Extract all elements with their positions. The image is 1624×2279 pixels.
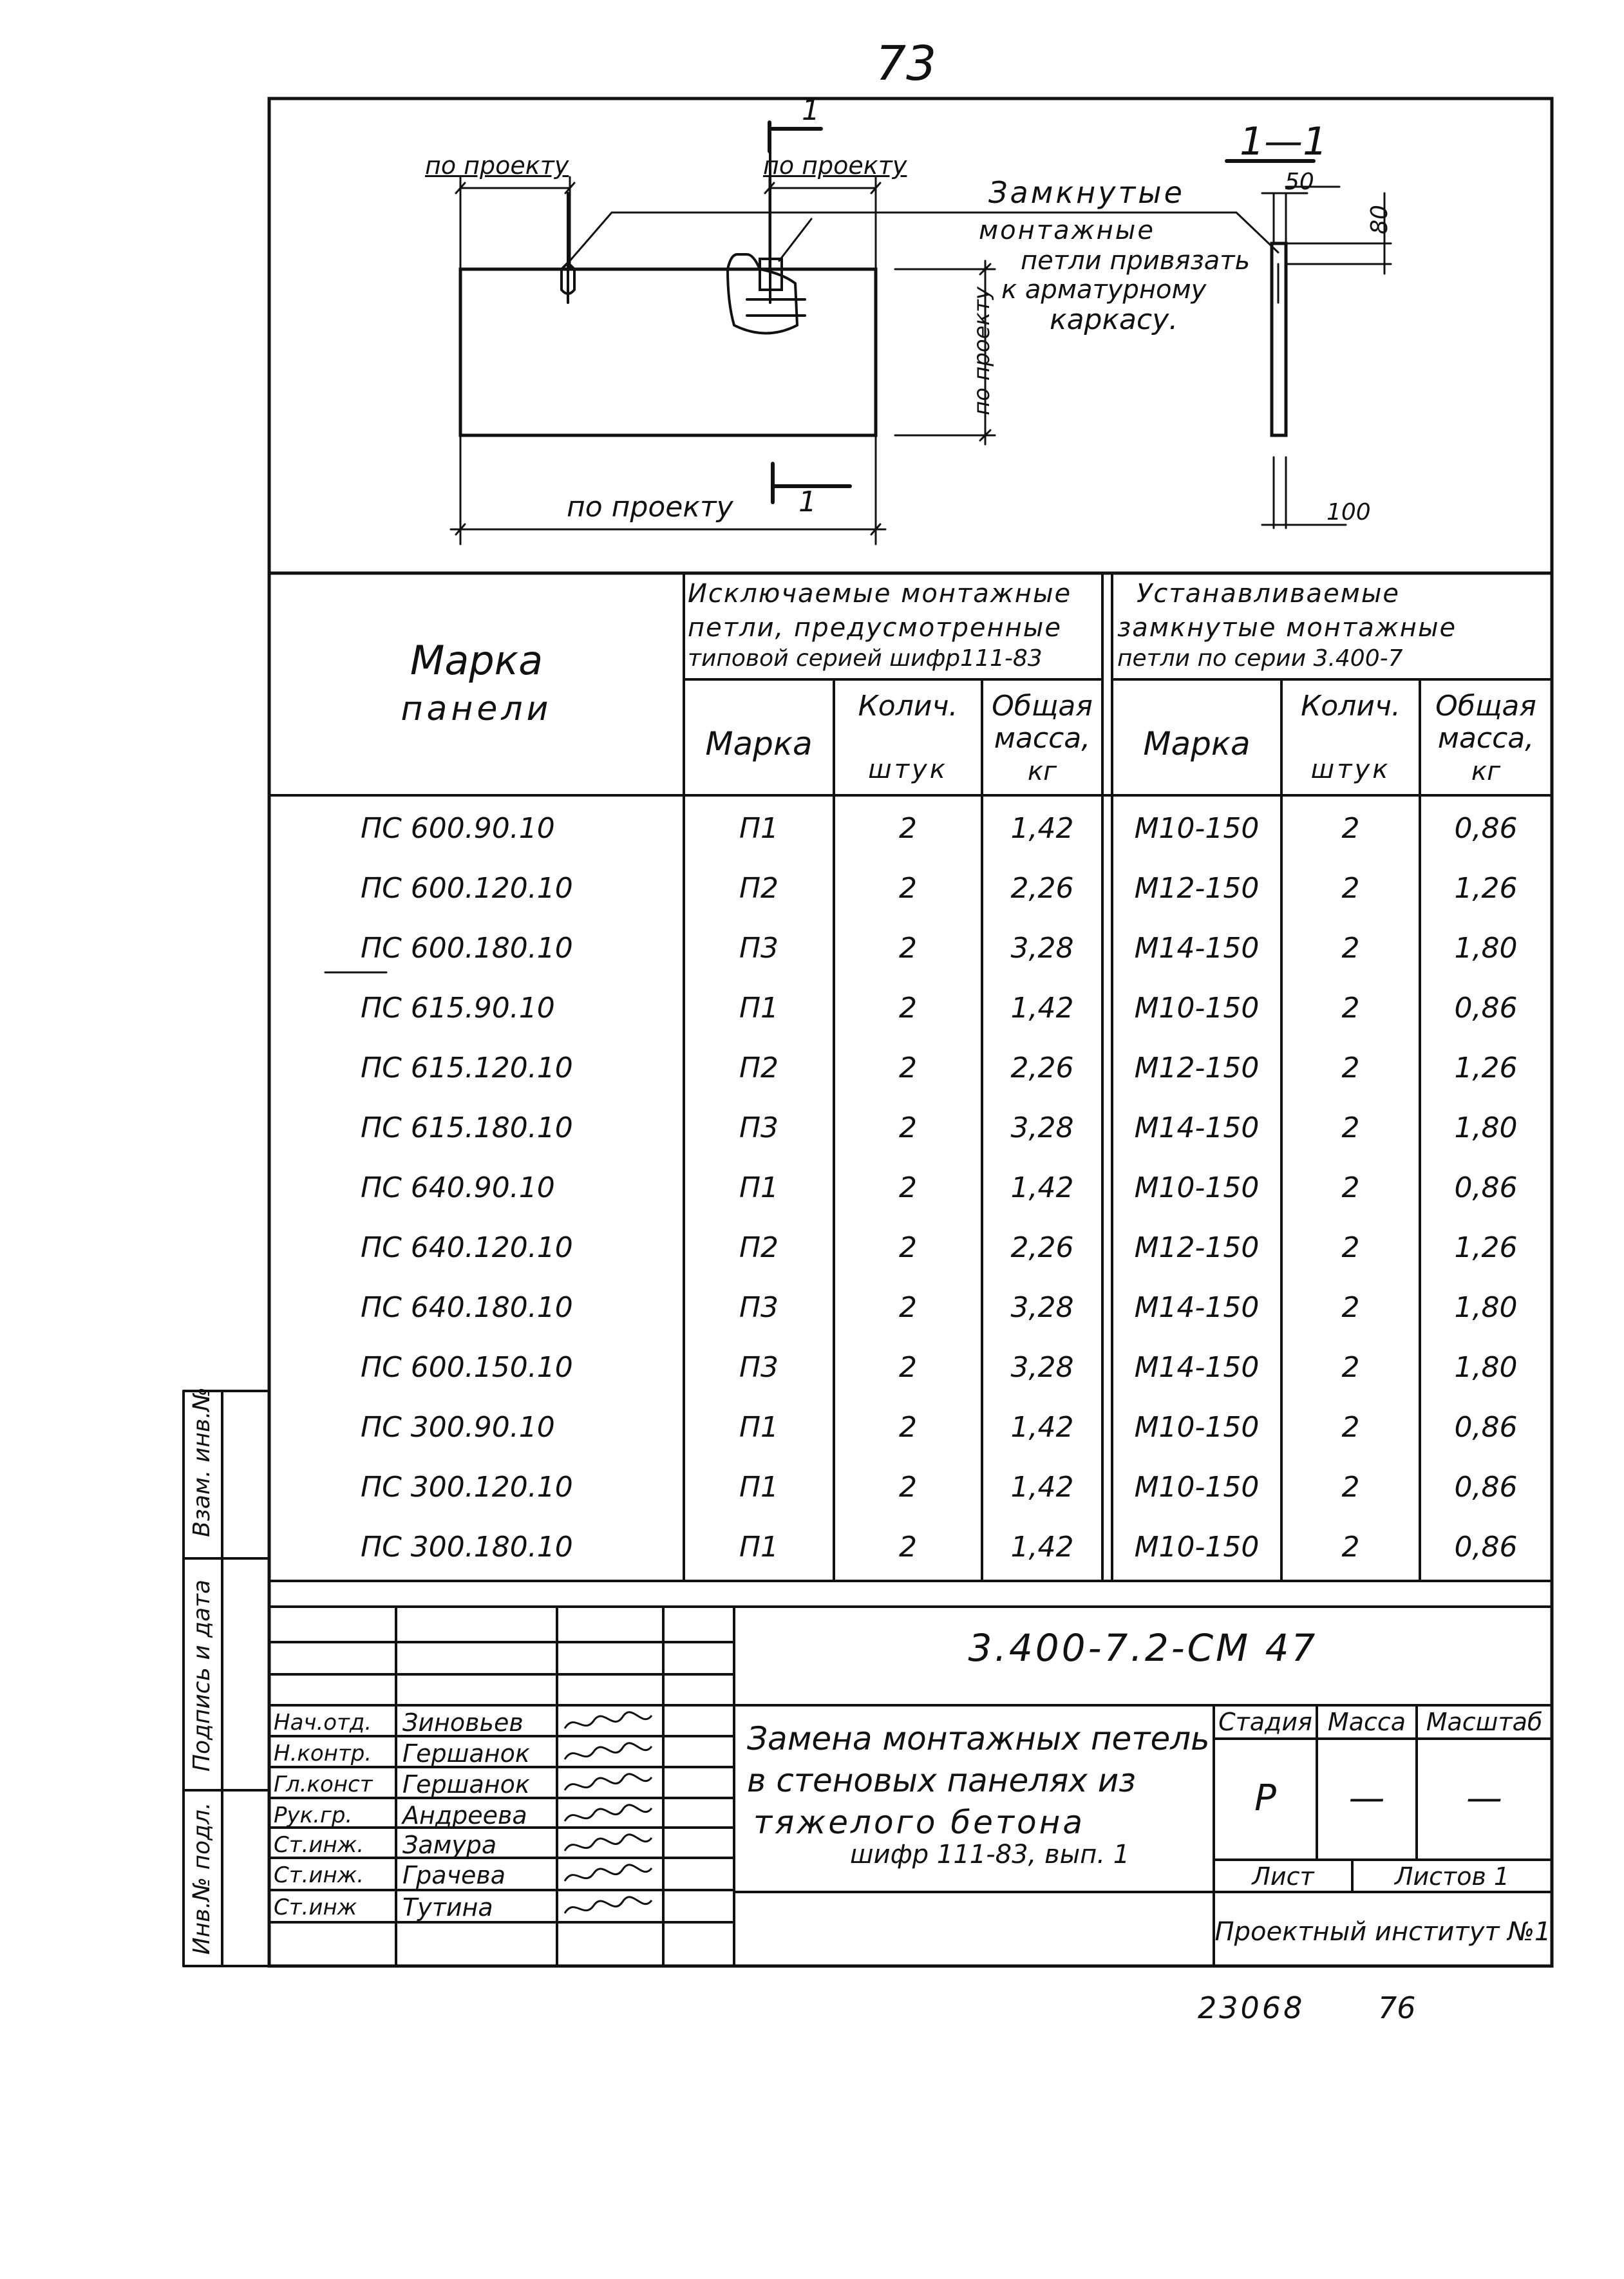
cell-ex-mark: П1 — [739, 1411, 779, 1444]
cell-in-mass: 0,86 — [1454, 1531, 1518, 1564]
bottom-page-number: 76 — [1378, 1991, 1416, 2025]
cell-in-mark: М14-150 — [1134, 1351, 1260, 1384]
page-number: 73 — [876, 36, 937, 91]
cell-in-mark: М12-150 — [1134, 1052, 1260, 1084]
cell-ex-qty: 2 — [899, 932, 917, 965]
signature-scribble — [562, 1831, 658, 1860]
cell-ex-mark: П2 — [739, 1052, 779, 1084]
cell-ex-qty: 2 — [899, 1231, 917, 1264]
cell-in-qty: 2 — [1341, 1171, 1360, 1204]
cell-panel: ПС 640.90.10 — [361, 1171, 555, 1204]
scale-label: Масштаб — [1426, 1708, 1543, 1736]
signer-name: Грачева — [402, 1861, 506, 1889]
signature-scribble — [562, 1862, 658, 1890]
signer-name: Зиновьев — [402, 1708, 524, 1737]
note-line-2: монтажные — [979, 216, 1155, 245]
header-installed-1: Устанавливаемые — [1137, 579, 1401, 609]
cell-ex-mark: П3 — [739, 1111, 779, 1144]
cell-in-qty: 2 — [1341, 1351, 1360, 1384]
panel-elevation — [460, 269, 876, 435]
cell-in-qty: 2 — [1341, 1291, 1360, 1324]
header-excluded-2: петли, предусмотренные — [688, 613, 1062, 643]
sheet-label: Лист — [1252, 1862, 1314, 1891]
dim-80: 80 — [1366, 205, 1393, 234]
cell-ex-qty: 2 — [899, 1471, 917, 1504]
bottom-inventory-number: 23068 — [1198, 1991, 1305, 2025]
mass-value: — — [1348, 1777, 1385, 1819]
dim-label-side: по проекту — [969, 287, 995, 415]
institute-name: Проектный институт №1 — [1214, 1917, 1551, 1947]
side-stamp-replaced: Взам. инв.№ — [189, 1387, 215, 1537]
section-title: 1—1 — [1240, 119, 1328, 164]
cell-ex-mass: 2,26 — [1010, 1231, 1074, 1264]
header-ex-mass-1: Общая — [992, 690, 1093, 723]
scale-value: — — [1466, 1777, 1502, 1819]
cell-in-mark: М10-150 — [1134, 1411, 1260, 1444]
signer-role: Нач.отд. — [274, 1710, 372, 1735]
header-ex-mark: Марка — [705, 725, 813, 762]
section-mark-top: 1 — [802, 94, 820, 127]
cell-panel: ПС 300.120.10 — [361, 1471, 573, 1504]
cell-in-mass: 1,80 — [1454, 932, 1518, 965]
cell-in-mass: 0,86 — [1454, 1171, 1518, 1204]
cell-panel: ПС 600.180.10 — [361, 932, 573, 965]
cell-panel: ПС 615.90.10 — [361, 992, 555, 1025]
cell-ex-qty: 2 — [899, 1052, 917, 1084]
mass-label: Масса — [1327, 1708, 1406, 1736]
header-in-mass-3: кг — [1471, 757, 1501, 786]
cell-in-qty: 2 — [1341, 1471, 1360, 1504]
signature-scribble — [562, 1802, 658, 1830]
cell-ex-mass: 1,42 — [1010, 1411, 1074, 1444]
cell-in-mark: М14-150 — [1134, 932, 1260, 965]
cell-ex-qty: 2 — [899, 1411, 917, 1444]
cell-ex-mass: 1,42 — [1010, 1471, 1074, 1504]
cell-in-mark: М14-150 — [1134, 1111, 1260, 1144]
cell-in-qty: 2 — [1341, 1411, 1360, 1444]
cell-in-qty: 2 — [1341, 1052, 1360, 1084]
cell-ex-mark: П1 — [739, 1171, 779, 1204]
section-mark-bottom: 1 — [798, 486, 817, 518]
cell-in-mark: М10-150 — [1134, 1471, 1260, 1504]
cell-in-qty: 2 — [1341, 992, 1360, 1025]
header-ex-qty-1: Колич. — [858, 690, 958, 723]
side-stamp-inventory: Инв.№ подл. — [189, 1802, 215, 1955]
header-panel-mark-2: панели — [401, 690, 552, 728]
cell-ex-mass: 1,42 — [1010, 992, 1074, 1025]
document-code: 3.400-7.2-СМ 47 — [968, 1626, 1318, 1670]
cell-ex-mass: 3,28 — [1010, 932, 1074, 965]
cell-ex-mark: П3 — [739, 1351, 779, 1384]
cell-ex-qty: 2 — [899, 812, 917, 845]
note-line-5: каркасу. — [1050, 303, 1178, 336]
dimension-lines — [451, 177, 995, 544]
cell-ex-mass: 3,28 — [1010, 1291, 1074, 1324]
sheets-count: Листов 1 — [1394, 1862, 1510, 1891]
cell-ex-mass: 1,42 — [1010, 1171, 1074, 1204]
cell-in-qty: 2 — [1341, 812, 1360, 845]
cell-ex-mark: П3 — [739, 1291, 779, 1324]
cell-ex-mark: П1 — [739, 1471, 779, 1504]
cell-in-mass: 0,86 — [1454, 812, 1518, 845]
signature-scribble — [562, 1894, 658, 1922]
cell-ex-mass: 3,28 — [1010, 1111, 1074, 1144]
stage-label: Стадия — [1218, 1708, 1312, 1736]
cell-ex-mass: 3,28 — [1010, 1351, 1074, 1384]
cell-ex-mark: П3 — [739, 932, 779, 965]
cell-ex-mass: 1,42 — [1010, 1531, 1074, 1564]
cell-ex-mark: П1 — [739, 992, 779, 1025]
cell-in-mass: 1,80 — [1454, 1291, 1518, 1324]
cell-in-qty: 2 — [1341, 1231, 1360, 1264]
cell-in-mark: М12-150 — [1134, 1231, 1260, 1264]
cell-in-mark: М12-150 — [1134, 872, 1260, 905]
stage-value: Р — [1254, 1777, 1276, 1819]
header-in-qty-1: Колич. — [1301, 690, 1401, 723]
cell-ex-qty: 2 — [899, 1351, 917, 1384]
cell-panel: ПС 600.150.10 — [361, 1351, 573, 1384]
signature-scribble — [562, 1740, 658, 1768]
header-in-mark: Марка — [1143, 725, 1251, 762]
header-ex-mass-2: масса, — [994, 722, 1091, 755]
header-panel-mark-1: Марка — [410, 637, 543, 684]
title-line-1: Замена монтажных петель — [747, 1720, 1210, 1757]
dim-50: 50 — [1285, 169, 1314, 195]
header-excluded-3: типовой серией шифр111-83 — [688, 645, 1043, 672]
cell-in-mass: 1,26 — [1454, 1231, 1518, 1264]
signature-scribble — [562, 1709, 658, 1737]
cell-ex-qty: 2 — [899, 872, 917, 905]
cell-in-mark: М10-150 — [1134, 1531, 1260, 1564]
cell-ex-mark: П2 — [739, 1231, 779, 1264]
signer-name: Гершанок — [402, 1770, 530, 1799]
note-line-4: к арматурному — [1001, 275, 1207, 305]
header-in-mass-2: масса, — [1437, 722, 1534, 755]
cell-in-mark: М10-150 — [1134, 1171, 1260, 1204]
header-in-qty-2: штук — [1310, 755, 1391, 784]
cell-panel: ПС 600.90.10 — [361, 812, 555, 845]
title-line-3: тяжелого бетона — [753, 1804, 1085, 1841]
cell-in-qty: 2 — [1341, 872, 1360, 905]
title-line-2: в стеновых панелях из — [747, 1762, 1136, 1799]
header-ex-qty-2: штук — [868, 755, 948, 784]
cell-ex-qty: 2 — [899, 1171, 917, 1204]
cell-panel: ПС 300.90.10 — [361, 1411, 555, 1444]
cell-ex-qty: 2 — [899, 1531, 917, 1564]
dim-label-top-left: по проекту — [425, 151, 569, 180]
cell-panel: ПС 600.120.10 — [361, 872, 573, 905]
cell-in-mass: 0,86 — [1454, 992, 1518, 1025]
cell-in-mass: 1,26 — [1454, 872, 1518, 905]
cell-in-qty: 2 — [1341, 1111, 1360, 1144]
cell-ex-mass: 2,26 — [1010, 1052, 1074, 1084]
cell-in-mass: 1,26 — [1454, 1052, 1518, 1084]
note-line-3: петли привязать — [1021, 246, 1251, 276]
signer-role: Гл.конст — [274, 1772, 373, 1797]
signer-role: Ст.инж. — [274, 1862, 364, 1888]
cell-ex-mass: 1,42 — [1010, 812, 1074, 845]
cell-ex-mark: П1 — [739, 1531, 779, 1564]
cell-ex-qty: 2 — [899, 992, 917, 1025]
cell-panel: ПС 640.120.10 — [361, 1231, 573, 1264]
dim-100: 100 — [1327, 499, 1371, 525]
cell-in-mass: 1,80 — [1454, 1351, 1518, 1384]
cell-ex-mark: П1 — [739, 812, 779, 845]
cell-ex-qty: 2 — [899, 1111, 917, 1144]
cell-in-mark: М10-150 — [1134, 992, 1260, 1025]
cell-panel: ПС 300.180.10 — [361, 1531, 573, 1564]
cell-panel: ПС 640.180.10 — [361, 1291, 573, 1324]
signer-name: Гершанок — [402, 1739, 530, 1768]
cell-in-mass: 0,86 — [1454, 1471, 1518, 1504]
cell-ex-mark: П2 — [739, 872, 779, 905]
cell-panel: ПС 615.120.10 — [361, 1052, 573, 1084]
signer-name: Тутина — [402, 1893, 493, 1922]
cell-in-mark: М10-150 — [1134, 812, 1260, 845]
title-line-4: шифр 111-83, вып. 1 — [850, 1840, 1130, 1869]
cell-panel: ПС 615.180.10 — [361, 1111, 573, 1144]
dim-label-top-right: по проекту — [763, 151, 907, 180]
header-ex-mass-3: кг — [1027, 757, 1057, 786]
side-stamp-signature-date: Подпись и дата — [189, 1579, 215, 1772]
signer-name: Замура — [402, 1831, 497, 1859]
header-installed-3: петли по серии 3.400-7 — [1117, 645, 1403, 672]
cell-in-qty: 2 — [1341, 932, 1360, 965]
header-excluded-1: Исключаемые монтажные — [688, 579, 1072, 609]
cell-in-mass: 0,86 — [1454, 1411, 1518, 1444]
signer-role: Рук.гр. — [274, 1802, 353, 1828]
signer-role: Н.контр. — [274, 1741, 372, 1766]
cell-in-mark: М14-150 — [1134, 1291, 1260, 1324]
cell-ex-qty: 2 — [899, 1291, 917, 1324]
header-in-mass-1: Общая — [1435, 690, 1536, 723]
signer-name: Андреева — [402, 1801, 527, 1830]
cell-ex-mass: 2,26 — [1010, 872, 1074, 905]
signer-role: Ст.инж. — [274, 1832, 364, 1858]
cell-in-mass: 1,80 — [1454, 1111, 1518, 1144]
signer-role: Ст.инж — [274, 1895, 357, 1920]
dim-label-bottom: по проекту — [567, 491, 733, 524]
signature-scribble — [562, 1771, 658, 1799]
cell-in-qty: 2 — [1341, 1531, 1360, 1564]
header-installed-2: замкнутые монтажные — [1117, 613, 1457, 643]
note-line-1: Замкнутые — [988, 175, 1185, 210]
